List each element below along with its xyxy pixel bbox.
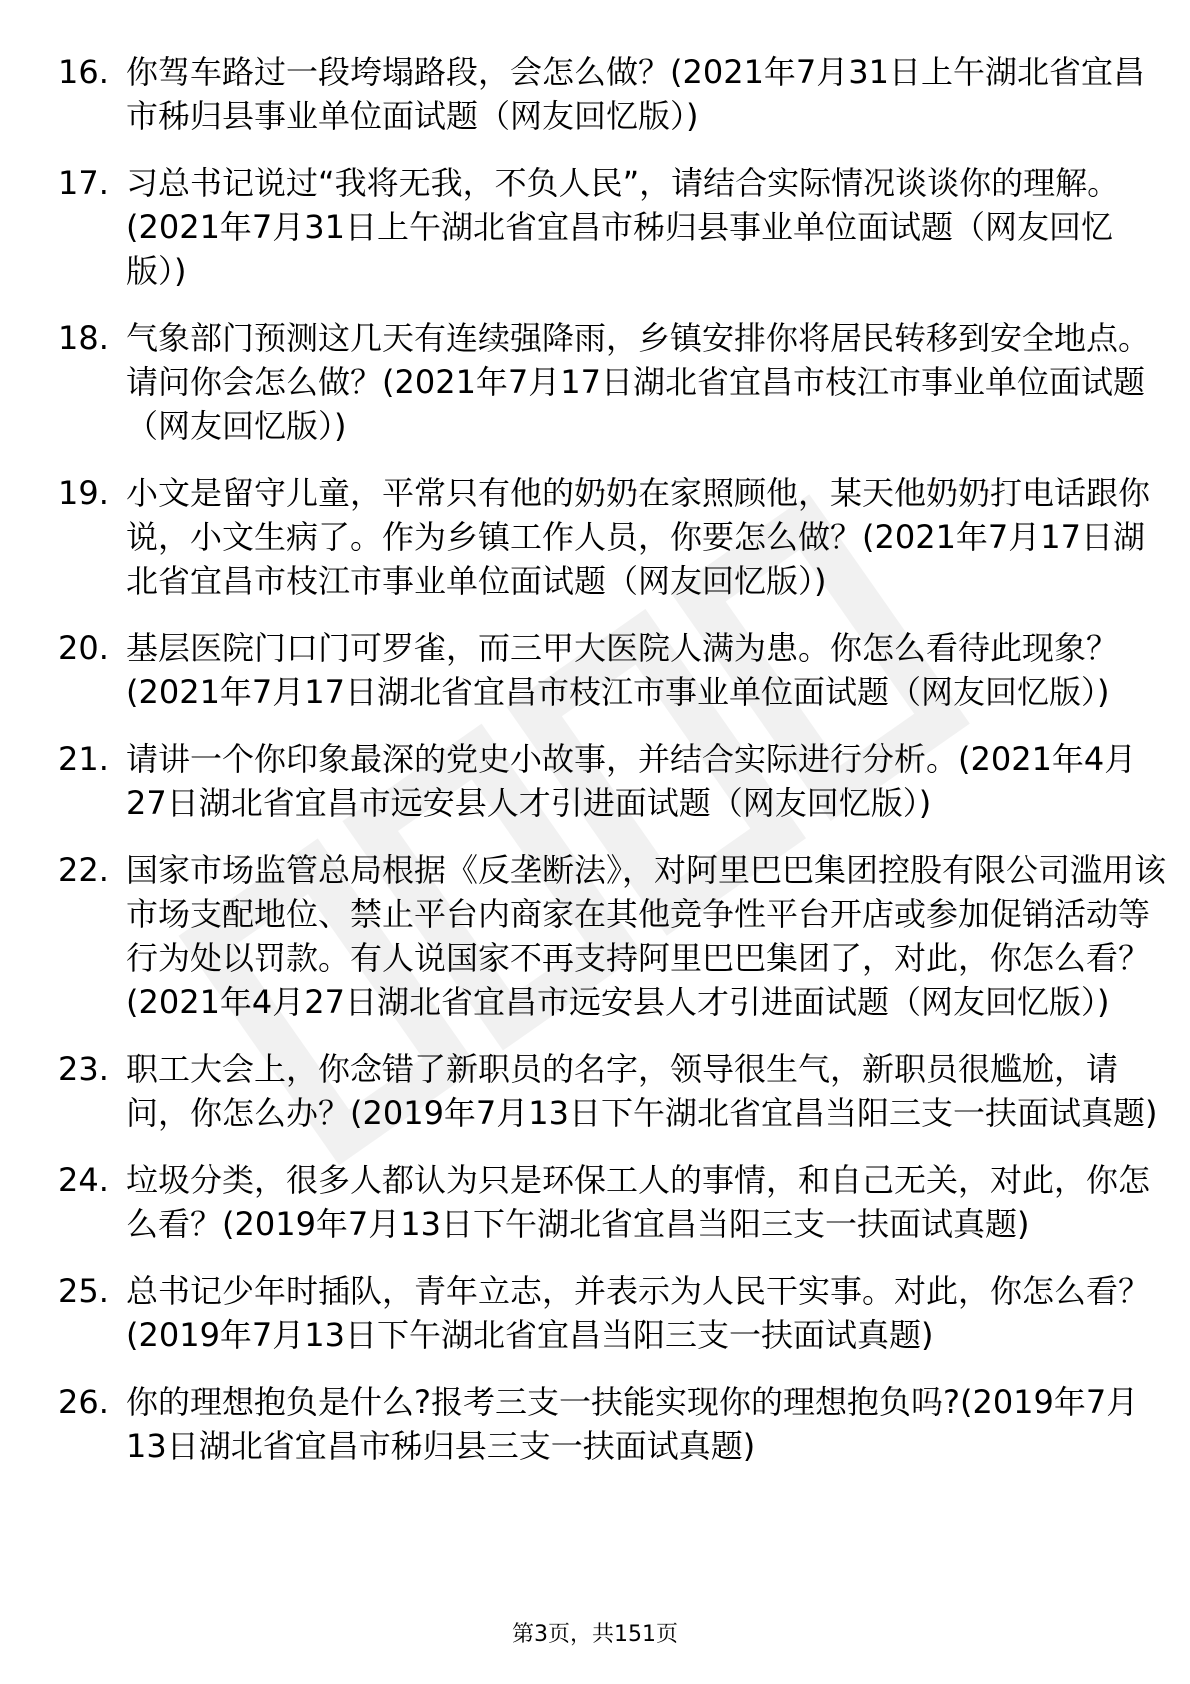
question-number: 22. xyxy=(58,851,109,889)
question-text: 请讲一个你印象最深的党史小故事，并结合实际进行分析。(2021年4月27日湖北省宜昌市远安县人才引进面试题（网友回忆版）) xyxy=(126,740,1137,822)
question-item xyxy=(58,737,1138,825)
question-number: 19. xyxy=(58,474,109,512)
question-number: 21. xyxy=(58,740,109,778)
question-text: 垃圾分类，很多人都认为只是环保工人的事情，和自己无关，对此，你怎么看？(2019年7月13日下午湖北省宜昌当阳三支一扶面试真题) xyxy=(126,1161,1151,1243)
question-list xyxy=(58,50,1167,1491)
question-text: 总书记少年时插队，青年立志，并表示为人民干实事。对此，你怎么看？(2019年7月13日下午湖北省宜昌当阳三支一扶面试真题) xyxy=(126,1272,1151,1354)
question-item xyxy=(58,316,1151,448)
question-item xyxy=(58,161,1138,293)
question-number: 18. xyxy=(58,319,109,357)
question-item xyxy=(58,471,1151,603)
question-text: 气象部门预测这几天有连续强降雨，乡镇安排你将居民转移到安全地点。请问你会怎么做？(2021年7月17日湖北省宜昌市枝江市事业单位面试题（网友回忆版）) xyxy=(126,319,1151,445)
question-text: 职工大会上，你念错了新职员的名字，领导很生气，新职员很尴尬，请问，你怎么办？(2019年7月13日下午湖北省宜昌当阳三支一扶面试真题) xyxy=(126,1050,1158,1132)
page-footer xyxy=(0,1620,1190,1650)
question-number: 17. xyxy=(58,164,109,202)
question-text: 你的理想抱负是什么?报考三支一扶能实现你的理想抱负吗?(2019年7月13日湖北省宜昌市秭归县三支一扶面试真题) xyxy=(126,1383,1139,1465)
question-number: 16. xyxy=(58,53,109,91)
page-number-label: 第3页，共151页 xyxy=(512,1622,678,1647)
question-item xyxy=(58,626,1138,714)
question-text: 国家市场监管总局根据《反垄断法》，对阿里巴巴集团控股有限公司滥用该市场支配地位、禁止平台内商家在其他竞争性平台开店或参加促销活动等行为处以罚款。有人说国家不再支持阿里巴巴集团了，对此，你怎么看？(2021年4月27日湖北省宜昌市远安县人才引进面试题（网友回忆版）) xyxy=(126,851,1167,1021)
question-number: 23. xyxy=(58,1050,109,1088)
question-number: 26. xyxy=(58,1383,109,1421)
question-text: 小文是留守儿童，平常只有他的奶奶在家照顾他，某天他奶奶打电话跟你说，小文生病了。作为乡镇工作人员，你要怎么做？(2021年7月17日湖北省宜昌市枝江市事业单位面试题（网友回忆版）) xyxy=(126,474,1151,600)
question-text: 你驾车路过一段垮塌路段，会怎么做？(2021年7月31日上午湖北省宜昌市秭归县事业单位面试题（网友回忆版）) xyxy=(126,53,1146,135)
question-item xyxy=(58,848,1167,1024)
question-item xyxy=(58,1158,1151,1246)
question-text: 习总书记说过“我将无我，不负人民”，请结合实际情况谈谈你的理解。(2021年7月31日上午湖北省宜昌市秭归县事业单位面试题（网友回忆版）) xyxy=(126,164,1120,290)
question-item xyxy=(58,1380,1138,1468)
question-number: 25. xyxy=(58,1272,109,1310)
question-item xyxy=(58,1269,1151,1357)
question-number: 20. xyxy=(58,629,109,667)
question-item xyxy=(58,50,1146,138)
question-number: 24. xyxy=(58,1161,109,1199)
question-item xyxy=(58,1047,1158,1135)
question-text: 基层医院门口门可罗雀，而三甲大医院人满为患。你怎么看待此现象？(2021年7月17日湖北省宜昌市枝江市事业单位面试题（网友回忆版）) xyxy=(126,629,1119,711)
